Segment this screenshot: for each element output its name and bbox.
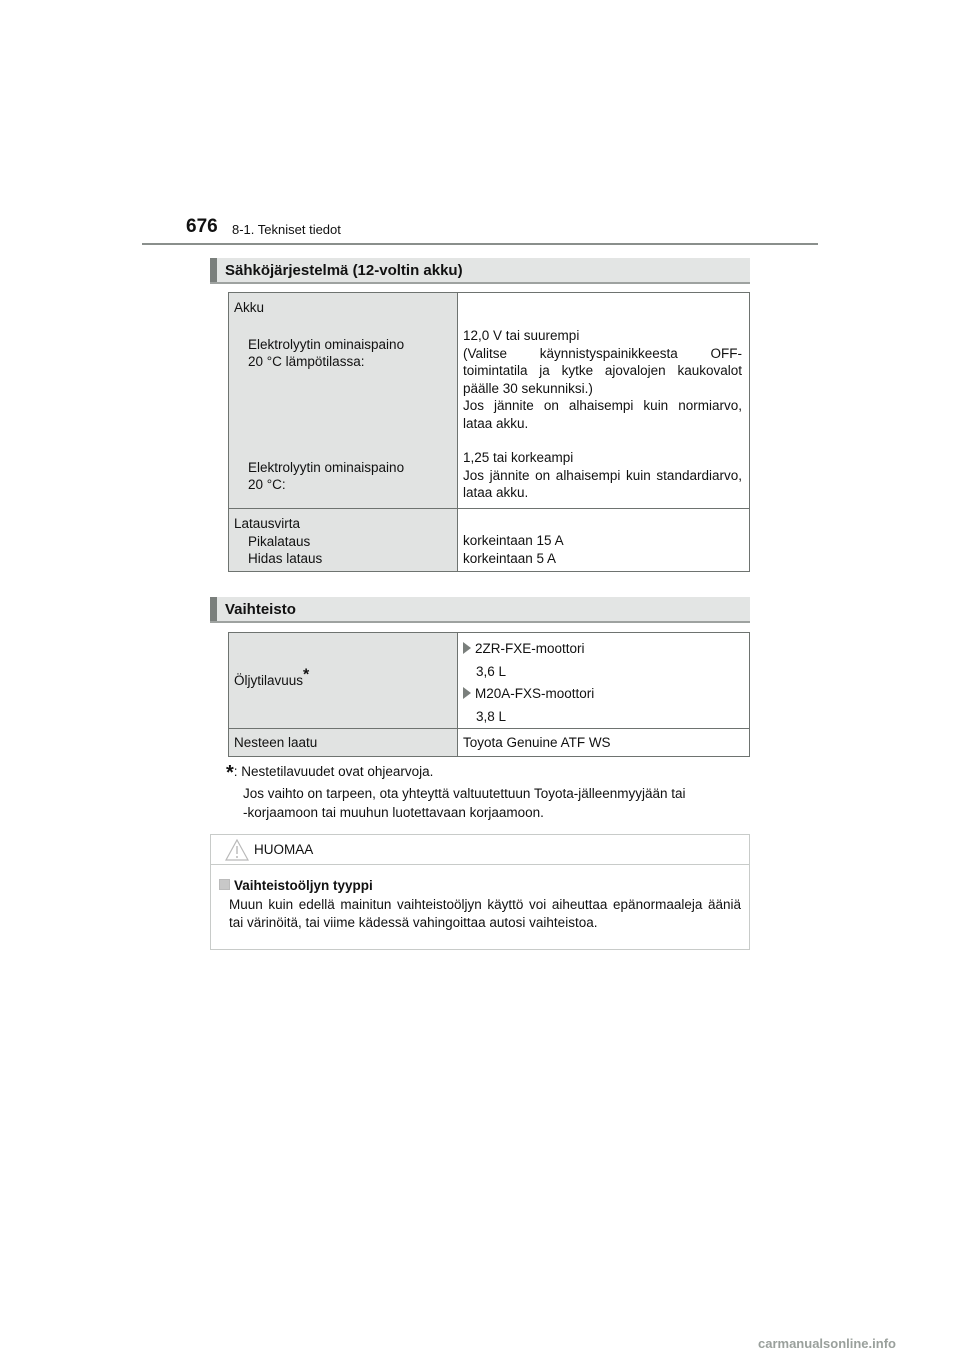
square-bullet-icon (219, 879, 230, 890)
label-battery: Akku (234, 300, 265, 315)
label-gravity-2-temp: 20 °C: (248, 477, 286, 492)
section-heading-transmission (210, 597, 750, 623)
caution-header (211, 835, 749, 865)
value-voltage-note: Jos jännite on alhaisempi kuin normiarvo, lataa akku. (463, 398, 742, 431)
label-slow-charge: Hidas lataus (248, 551, 323, 566)
footnote (226, 762, 756, 823)
engine-1-name: 2ZR-FXE-moottori (475, 641, 585, 656)
warning-triangle-icon (225, 839, 249, 861)
transmission-spec-table (228, 632, 750, 757)
section-title: Vaihteisto (225, 601, 296, 618)
caution-heading: HUOMAA (254, 842, 314, 857)
page-number: 676 (186, 216, 218, 237)
label-charging-current: Latausvirta (234, 516, 301, 531)
label-gravity-2: Elektrolyytin ominaispaino (248, 459, 405, 475)
table-row-fluid-quality (229, 729, 750, 757)
label-cell (229, 729, 458, 757)
table-row-charging (229, 509, 750, 572)
label-fluid-quality: Nesteen laatu (234, 734, 318, 750)
header-rule (142, 243, 818, 245)
section-title: Sähköjärjestelmä (12-voltin akku) (225, 262, 463, 279)
section-heading-electrical (210, 258, 750, 284)
value-cell (458, 633, 750, 729)
table-row-oil-capacity (229, 633, 750, 729)
engine-2-capacity: 3,8 L (476, 708, 507, 724)
value-cell (458, 729, 750, 757)
value-voltage-instruction: (Valitse käynnistyspainikkeesta OFF-toimintatila ja kytke ajovalojen kaukovalot päälle 30 sekunniksi.) (463, 345, 742, 396)
value-quick-charge: korkeintaan 15 A (463, 533, 564, 548)
label-gravity-1-temp: 20 °C lämpötilassa: (248, 354, 365, 369)
footnote-line-1: : Nestetilavuudet ovat ohjearvoja. (233, 764, 434, 779)
label-oil-capacity: Öljytilavuus (234, 672, 304, 688)
label-gravity-1: Elektrolyytin ominaispaino (248, 336, 405, 352)
footnote-mark: * (303, 666, 310, 684)
label-quick-charge: Pikalataus (248, 533, 311, 549)
value-cell (458, 509, 750, 572)
chapter-title: 8-1. Tekniset tiedot (232, 222, 341, 237)
label-cell (229, 293, 458, 509)
electrical-spec-table (228, 292, 750, 572)
section-bar (210, 258, 217, 282)
caution-text: Muun kuin edellä mainitun vaihteistoöljyn käyttö voi aiheuttaa epänormaaleja ääniä tai värinöitä, tai viime kädessä vahingoittaa autosi vaihteistoa. (229, 896, 741, 930)
value-gravity-note: Jos jännite on alhaisempi kuin standardiarvo, lataa akku. (463, 467, 742, 500)
watermark: carmanualsonline.info (758, 1336, 896, 1351)
caution-box (210, 834, 750, 950)
value-slow-charge: korkeintaan 5 A (463, 550, 557, 566)
label-cell (229, 509, 458, 572)
arrow-right-icon (463, 687, 471, 699)
caution-subheading: Vaihteistoöljyn tyyppi (234, 878, 373, 893)
value-cell (458, 293, 750, 509)
engine-1-capacity: 3,6 L (476, 663, 507, 679)
label-cell (229, 633, 458, 729)
value-fluid-quality: Toyota Genuine ATF WS (463, 734, 611, 750)
value-gravity: 1,25 tai korkeampi (463, 450, 574, 465)
footnote-star: * (226, 762, 234, 784)
footnote-line-3: -korjaamoon tai muuhun luotettavaan korjaamoon. (243, 805, 544, 820)
caution-body (211, 865, 749, 933)
footnote-line-2: Jos vaihto on tarpeen, ota yhteyttä valtuutettuun Toyota-jälleenmyyjään tai (243, 785, 686, 801)
arrow-right-icon (463, 642, 471, 654)
value-voltage: 12,0 V tai suurempi (463, 328, 580, 343)
section-bar (210, 597, 217, 621)
table-row-battery (229, 293, 750, 509)
engine-2-name: M20A-FXS-moottori (475, 686, 595, 701)
